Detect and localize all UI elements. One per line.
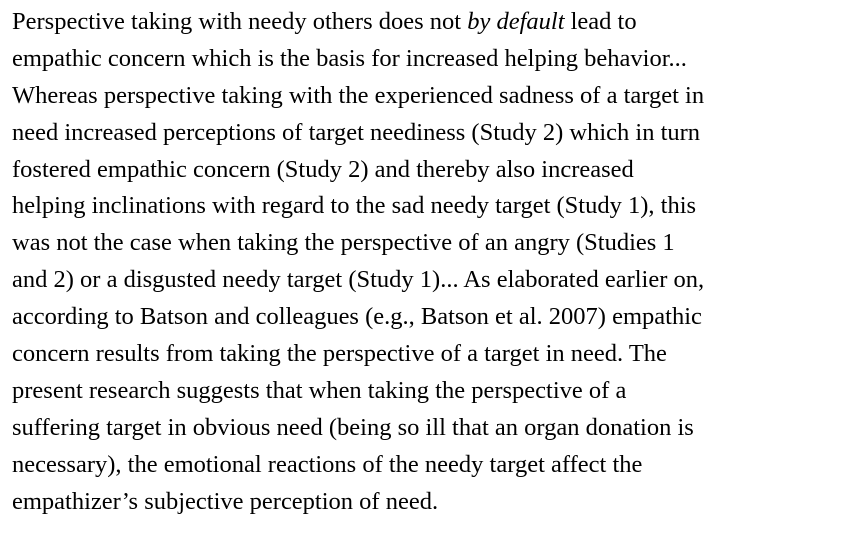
text-segment: empathizer’s subjective perception of need.	[12, 487, 439, 515]
quote-paragraph	[12, 4, 865, 520]
text-segment: concern results from taking the perspective of a target in need. The	[12, 340, 667, 368]
text-line	[12, 152, 865, 189]
text-segment: and 2) or a disgusted needy target (Study 1)... As elaborated earlier on,	[12, 266, 705, 294]
italic-text-segment: by default	[467, 8, 565, 35]
text-line	[12, 299, 865, 336]
text-segment: according to Batson and colleagues (e.g., Batson et al. 2007) empathic	[12, 303, 702, 331]
text-segment: Perspective taking with needy others does not	[12, 8, 468, 35]
text-segment: need increased perceptions of target neediness (Study 2) which in turn	[12, 118, 701, 146]
text-line	[12, 262, 865, 299]
text-line	[12, 4, 865, 41]
text-segment: was not the case when taking the perspective of an angry (Studies 1	[12, 229, 675, 257]
text-line	[12, 373, 865, 410]
text-segment: empathic concern which is the basis for increased helping behavior...	[12, 44, 687, 72]
text-line	[12, 336, 865, 373]
text-segment: lead to	[564, 8, 637, 35]
text-segment: necessary), the emotional reactions of the needy target affect the	[12, 450, 643, 478]
text-line	[12, 484, 865, 521]
text-line	[12, 41, 865, 78]
text-line	[12, 447, 865, 484]
text-line	[12, 225, 865, 262]
text-segment: fostered empathic concern (Study 2) and thereby also increased	[12, 155, 634, 183]
text-line	[12, 78, 865, 115]
text-line	[12, 410, 865, 447]
text-segment: Whereas perspective taking with the experienced sadness of a target in	[12, 81, 705, 109]
text-line	[12, 188, 865, 225]
text-segment: present research suggests that when taking the perspective of a	[12, 376, 627, 404]
text-segment: suffering target in obvious need (being so ill that an organ donation is	[12, 413, 694, 441]
text-segment: helping inclinations with regard to the sad needy target (Study 1), this	[12, 192, 697, 220]
text-line	[12, 115, 865, 152]
